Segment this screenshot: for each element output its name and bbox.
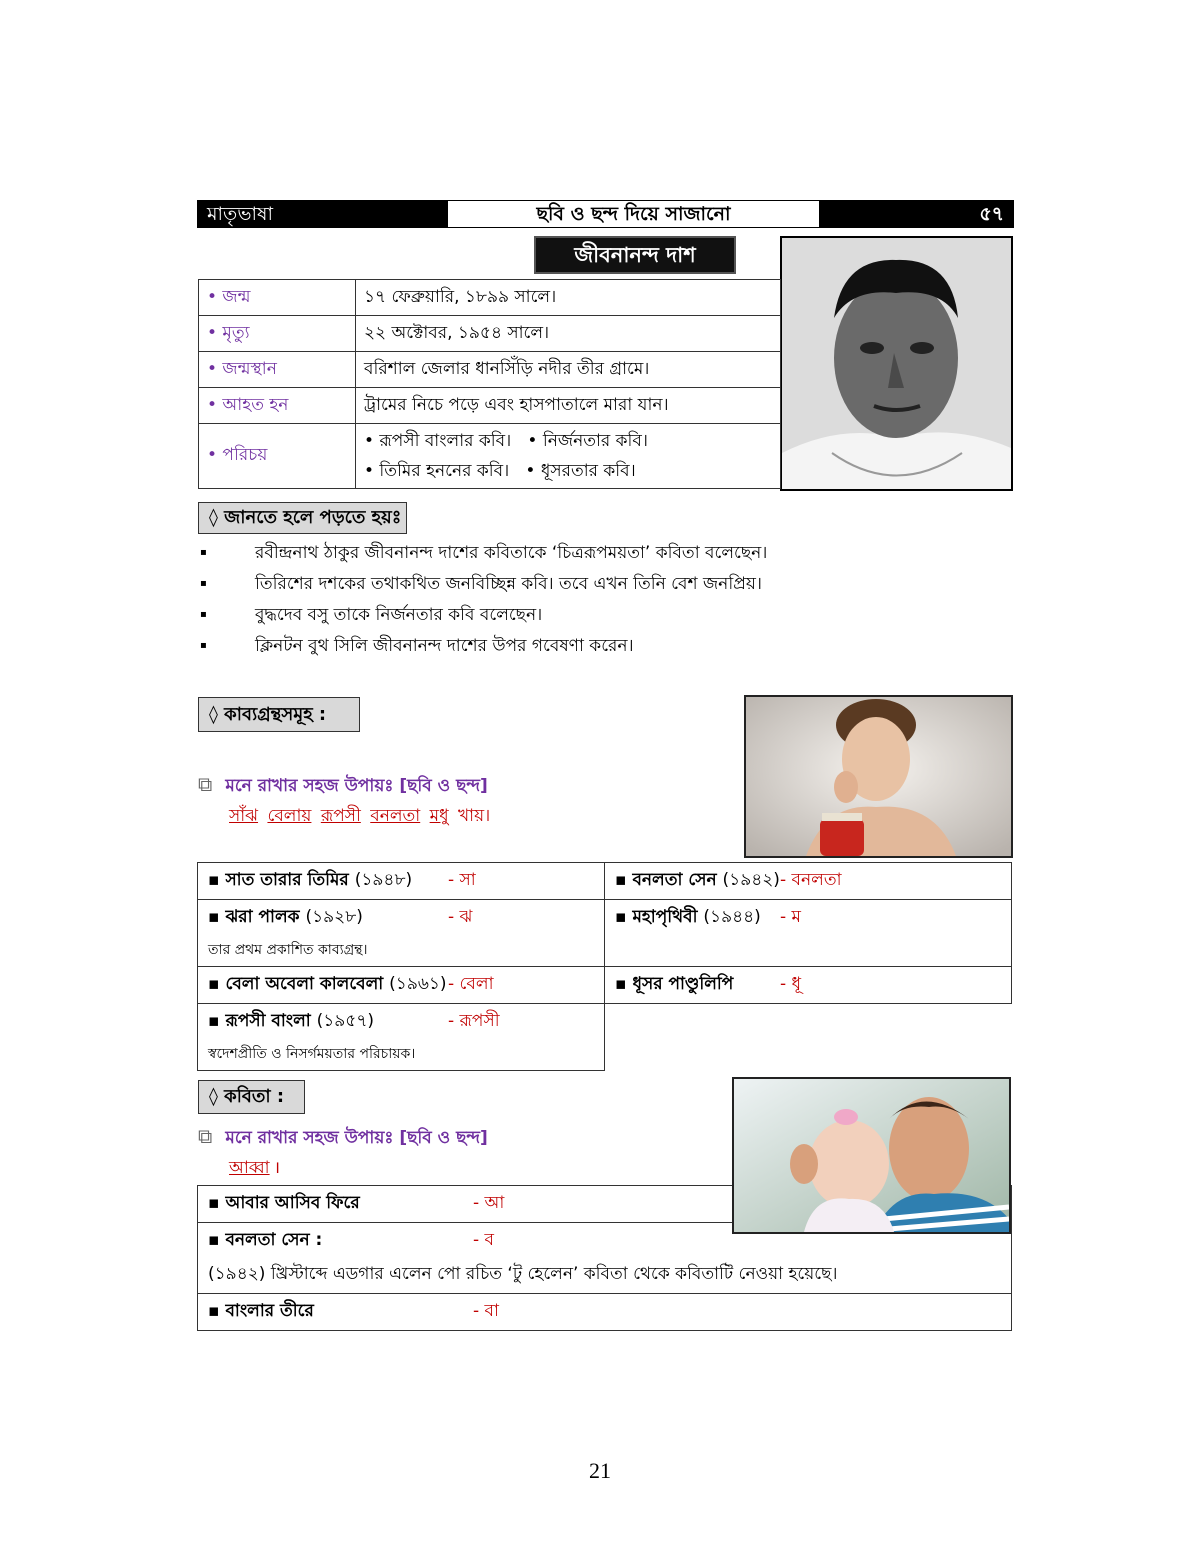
table-row [198, 1004, 1012, 1071]
list-item: ▪ তিরিশের দশকের তথাকথিত জনবিচ্ছিন্ন কবি। তবে এখন তিনি বেশ জনপ্রিয়। [200, 572, 1000, 603]
list-item: ▪ বুদ্ধদেব বসু তাকে নির্জনতার কবি বলেছেন। [200, 603, 1000, 634]
book-code: - ধূ [780, 974, 802, 994]
books-table [197, 862, 1012, 1071]
table-row [198, 863, 1012, 900]
copy-icon: ⧉ [198, 1124, 213, 1148]
book-cell [198, 1004, 605, 1071]
poem-code: - ব [473, 1230, 494, 1250]
book-year: (১৯৬১) [389, 974, 447, 994]
page-number: 21 [589, 1458, 611, 1483]
mnemonic-word: আব্বা [229, 1158, 270, 1178]
book-year: (১৯৪৪) [703, 907, 761, 927]
book-code: - ঝ [448, 907, 473, 927]
copy-icon: ⧉ [198, 772, 213, 796]
list-item: ▪ ক্লিনটন বুথ সিলি জীবনানন্দ দাশের উপর গবেষণা করেন। [200, 634, 1000, 665]
book-title: ▪ বেলা অবেলা কালবেলা [208, 974, 384, 994]
know-heading: ◊ জানতে হলে পড়তে হয়ঃ [198, 502, 407, 534]
poems-heading: ◊ কবিতা : [198, 1080, 305, 1114]
intro-line-1: • রূপসী বাংলার কবি। • নির্জনতার কবি। [364, 431, 648, 451]
bio-row [199, 280, 781, 316]
bio-key: • জন্ম [199, 280, 356, 316]
mnemonic-word: রূপসী [320, 806, 361, 826]
book-cell [198, 967, 605, 1004]
bio-row [199, 388, 781, 424]
bio-value: ২২ অক্টোবর, ১৯৫৪ সালে। [356, 316, 781, 352]
bio-value: ট্রামের নিচে পড়ে এবং হাসপাতালে মারা যান। [356, 388, 781, 424]
subject-label: মাতৃভাষা [197, 200, 447, 228]
book-cell [605, 967, 1012, 1004]
table-row [198, 900, 1012, 967]
book-page-label: ৫৭ [820, 200, 1014, 228]
memo-mnemonic-1 [229, 803, 494, 831]
memo-block-2 [198, 1124, 488, 1153]
book-title: ▪ ধূসর পাণ্ডুলিপি [615, 974, 734, 994]
book-note: তার প্রথম প্রকাশিত কাব্যগ্রন্থ। [208, 942, 368, 958]
poem-code: - আ [473, 1193, 505, 1213]
poem-cell [198, 1294, 1012, 1331]
book-title: ▪ বনলতা সেন [615, 870, 717, 890]
books-heading: ◊ কাব্যগ্রন্থসমূহ : [198, 697, 360, 732]
memo-title: মনে রাখার সহজ উপায়ঃ [ছবি ও ছন্দ] [225, 776, 488, 796]
book-code: - বেলা [448, 974, 494, 994]
list-item: ▪ রবীন্দ্রনাথ ঠাকুর জীবনানন্দ দাশের কবিতাকে ‘চিত্ররূপময়তা’ কবিতা বলেছেন। [200, 541, 1000, 572]
bio-value: বরিশাল জেলার ধানসিঁড়ি নদীর তীর গ্রামে। [356, 352, 781, 388]
intro-line-2: • তিমির হননের কবি। • ধূসরতার কবি। [364, 461, 636, 481]
empty-cell [605, 1004, 1012, 1071]
book-code: - সা [448, 870, 476, 890]
book-year: (১৯৫৭) [316, 1011, 375, 1031]
father-baby-photo [732, 1077, 1011, 1234]
bio-key: • মৃত্যু [199, 316, 356, 352]
book-cell [198, 900, 605, 967]
book-code: - ম [780, 907, 801, 927]
bio-value [356, 424, 781, 489]
memo-mnemonic-2 [229, 1155, 284, 1183]
poem-title: ▪ বাংলার তীরে [208, 1301, 314, 1321]
woman-honey-photo [744, 695, 1013, 858]
bio-key: • আহত হন [199, 388, 356, 424]
memo-title: মনে রাখার সহজ উপায়ঃ [ছবি ও ছন্দ] [225, 1128, 488, 1148]
mnemonic-word: বেলায় [267, 806, 312, 826]
bio-key: • জন্মস্থান [199, 352, 356, 388]
poet-name: জীবনানন্দ দাশ [534, 236, 736, 274]
book-title: ▪ রূপসী বাংলা [208, 1011, 311, 1031]
poet-portrait [780, 236, 1013, 491]
table-row [198, 1294, 1012, 1331]
book-cell [605, 900, 1012, 967]
book-year: (১৯৪২) [722, 870, 780, 890]
mnemonic-tail: । [273, 1158, 281, 1178]
bio-key: • পরিচয় [199, 424, 356, 489]
bio-row [199, 352, 781, 388]
memo-block-1 [198, 772, 488, 801]
mnemonic-word: সাঁঝ [229, 806, 259, 826]
table-row [198, 967, 1012, 1004]
poem-note: (১৯৪২) খ্রিস্টাব্দে এডগার এলেন পো রচিত ‘টু হেলেন’ কবিতা থেকে কবিতাটি নেওয়া হয়েছে। [208, 1264, 838, 1284]
bio-row [199, 316, 781, 352]
poem-code: - বা [473, 1301, 499, 1321]
book-title: ▪ সাত তারার তিমির [208, 870, 349, 890]
book-code: - রূপসী [448, 1011, 500, 1031]
poem-title: ▪ আবার আসিব ফিরে [208, 1193, 360, 1213]
topic-title: ছবি ও ছন্দ দিয়ে সাজানো [447, 200, 820, 228]
notes-list [200, 541, 1000, 665]
mnemonic-word: বনলতা [370, 806, 421, 826]
poem-title: ▪ বনলতা সেন : [208, 1230, 323, 1250]
book-cell [198, 863, 605, 900]
book-note: স্বদেশপ্রীতি ও নিসর্গময়তার পরিচায়ক। [208, 1046, 416, 1062]
bio-value: ১৭ ফেব্রুয়ারি, ১৮৯৯ সালে। [356, 280, 781, 316]
book-title: ▪ মহাপৃথিবী [615, 907, 698, 927]
book-year: (১৯২৮) [305, 907, 363, 927]
mnemonic-word: খায়। [458, 806, 491, 826]
mnemonic-word: মধু [429, 806, 449, 826]
book-cell [605, 863, 1012, 900]
bio-row-intro [199, 424, 781, 489]
bio-table [198, 279, 781, 489]
book-title: ▪ ঝরা পালক [208, 907, 300, 927]
book-year: (১৯৪৮) [354, 870, 413, 890]
book-code: - বনলতা [780, 870, 842, 890]
